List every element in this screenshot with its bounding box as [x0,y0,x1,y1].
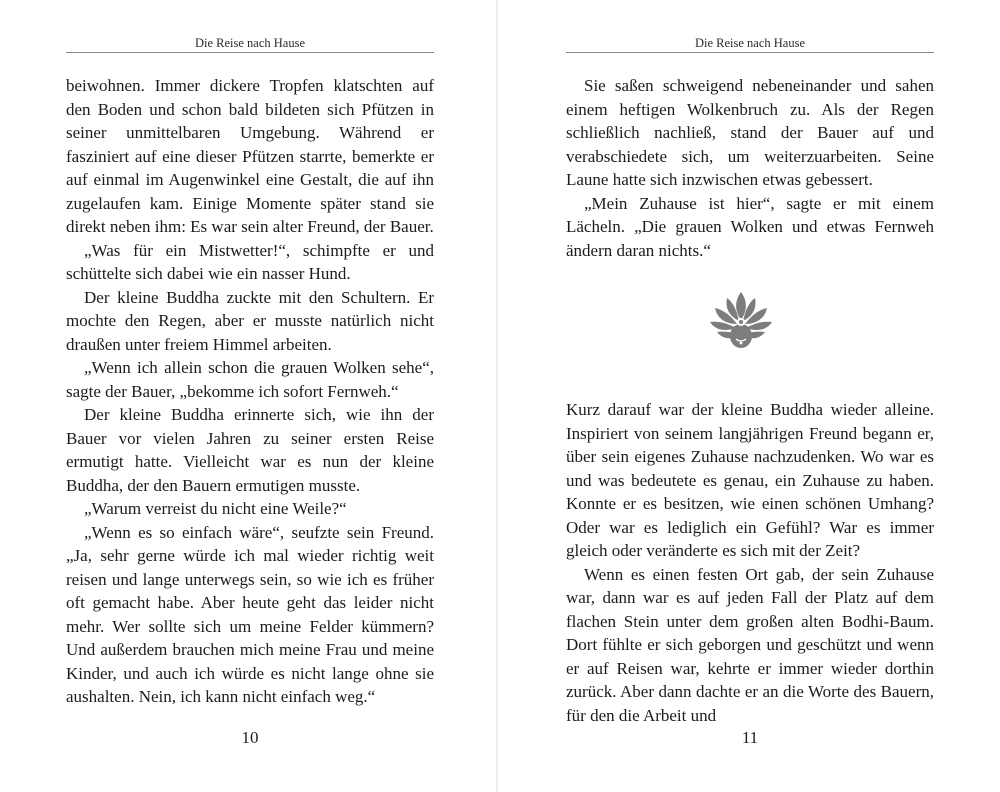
paragraph: beiwohnen. Immer dickere Tropfen klatschten auf den Boden und schon bald bildeten sich Pfützen in seiner unmittelbaren Umgebung. Während er fasziniert auf eine dieser Pfützen starrte, bemerkte er auf einmal im Augenwinkel eine Gestalt, die auf ihn zugelaufen kam. Einige Momente später stand sie direkt neben ihm: Es war sein alter Freund, der Bauer. [66,76,434,236]
header-rule [66,52,434,53]
right-body-text-top [566,74,934,262]
paragraph: Der kleine Buddha zuckte mit den Schultern. Er mochte den Regen, aber er musste natürlich nicht draußen unter freiem Himmel arbeiten. [66,287,434,354]
paragraph: „Was für ein Mistwetter!“, schimpfte er und schüttelte sich dabei wie ein nasser Hund. [66,240,434,283]
paragraph: Wenn es einen festen Ort gab, der sein Zuhause war, dann war es auf jeden Fall der Platz auf dem flachen Stein unter dem großen alten Bodhi-Baum. Dort fühlte er sich geborgen und geschützt und wenn er auf Reisen war, kehrte er immer wieder dorthin zurück. Aber dann dachte er an die Worte des Bauern, für den die Arbeit und [566,564,934,725]
paragraph: „Wenn ich allein schon die grauen Wolken sehe“, sagte der Bauer, „bekomme ich sofort Fernweh.“ [66,358,434,401]
paragraph: Kurz darauf war der kleine Buddha wieder alleine. Inspiriert von seinem langjährigen Freund begann er, über sein eigenes Zuhause nachzudenken. Wo war es und was bedeutete es genau, ein Zuhause zu haben. Konnte er es besitzen, wie einen schönen Umhang? Oder war es lediglich ein Gefühl? War es immer gleich oder veränderte es sich mit der Zeit? [566,400,934,560]
running-head: Die Reise nach Hause [694,36,806,50]
running-head: Die Reise nach Hause [194,36,306,50]
page-number: 10 [241,728,259,747]
right-body-text-bottom [566,398,934,727]
paragraph: Der kleine Buddha erinnerte sich, wie ihn der Bauer vor vielen Jahren zu seiner ersten Reise ermutigt hatte. Vielleicht war es nun der kleine Buddha, der den Bauern ermutigen musste. [66,405,434,495]
paragraph: „Mein Zuhause ist hier“, sagte er mit einem Lächeln. „Die grauen Wolken und etwas Fernweh ändern daran nichts.“ [566,193,934,260]
header-rule [566,52,934,53]
lotus-icon [709,290,773,352]
right-page [500,0,1000,792]
paragraph: „Warum verreist du nicht eine Weile?“ [84,499,347,518]
paragraph: Sie saßen schweigend nebeneinander und sahen einem heftigen Wolkenbruch zu. Als der Regen schließlich nachließ, stand der Bauer auf und verabschiedete sich, um weiterzuarbeiten. Seine Laune hatte sich inzwischen etwas gebessert. [566,76,934,189]
paragraph: „Wenn es so einfach wäre“, seufzte sein Freund. „Ja, sehr gerne würde ich mal wieder richtig weit reisen und lange unterwegs sein, so wie ich es früher oft gemacht habe. Aber heute geht das leider nicht mehr. Wer sollte sich um meine Felder kümmern? Und außerdem brauchen mich meine Frau und meine Kinder, und auch ich würde es nicht lange ohne sie aushalten. Nein, ich kann nicht einfach weg.“ [66,522,434,706]
left-body-text [66,74,434,709]
page-number: 11 [741,728,759,747]
